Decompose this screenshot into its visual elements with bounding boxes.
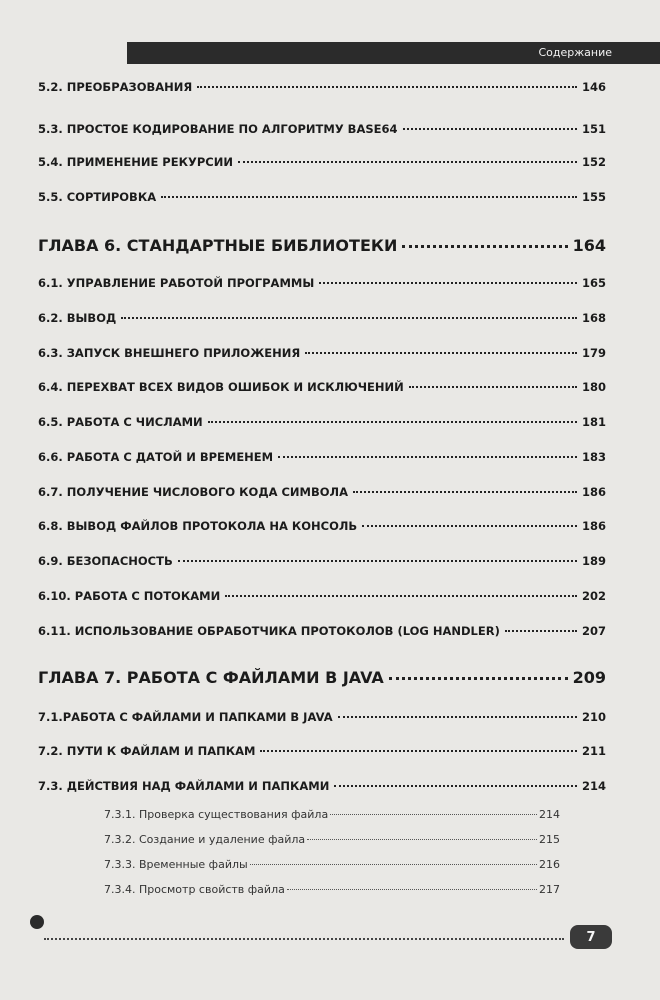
toc-entry-label: 6.6. РАБОТА С ДАТОЙ И ВРЕМЕНЕМ: [38, 450, 274, 464]
toc-leader: [260, 750, 577, 752]
toc-entry[interactable]: [38, 554, 606, 568]
toc-entry-page: 181: [581, 415, 606, 429]
toc-subentry-page: 217: [539, 883, 560, 896]
toc-entry[interactable]: [38, 380, 606, 394]
toc-entry-label: 5.3. ПРОСТОЕ КОДИРОВАНИЕ ПО АЛГОРИТМУ BASE64: [38, 122, 398, 136]
toc-leader: [305, 352, 577, 354]
toc-entry-page: 202: [581, 589, 606, 603]
toc-leader: [505, 630, 577, 632]
toc-entry-label: 6.9. БЕЗОПАСНОСТЬ: [38, 554, 173, 568]
toc-entry-label: 6.2. ВЫВОД: [38, 311, 117, 325]
toc-entry-page: 186: [581, 519, 606, 533]
toc-entry-page: 186: [581, 485, 606, 499]
toc-entry-page: 183: [581, 450, 606, 464]
toc-leader: [250, 864, 537, 865]
toc-entry-page: 211: [581, 744, 606, 758]
toc-entry[interactable]: [38, 276, 606, 290]
toc-chapter-label: ГЛАВА 6. СТАНДАРТНЫЕ БИБЛИОТЕКИ: [38, 236, 398, 255]
toc-subentry-label: 7.3.2. Создание и удаление файла: [104, 833, 306, 846]
toc-entry-label: 6.7. ПОЛУЧЕНИЕ ЧИСЛОВОГО КОДА СИМВОЛА: [38, 485, 348, 499]
toc-entry-label: 6.1. УПРАВЛЕНИЕ РАБОТОЙ ПРОГРАММЫ: [38, 276, 315, 290]
toc-leader: [178, 560, 577, 562]
toc-entry[interactable]: [38, 122, 606, 136]
toc-entry-page: 152: [581, 155, 606, 169]
header-title: Содержание: [538, 46, 612, 59]
toc-leader: [121, 317, 577, 319]
toc-entry-label: 5.2. ПРЕОБРАЗОВАНИЯ: [38, 80, 193, 94]
toc-leader: [307, 839, 537, 840]
toc-entry[interactable]: [38, 589, 606, 603]
toc-leader: [353, 491, 577, 493]
toc-chapter-page: 209: [572, 668, 606, 687]
toc-entry-page: 180: [581, 380, 606, 394]
toc-leader: [238, 161, 577, 163]
toc-entry[interactable]: [38, 744, 606, 758]
toc-entry[interactable]: [38, 311, 606, 325]
toc-subentry-page: 215: [539, 833, 560, 846]
toc-leader: [334, 785, 577, 787]
toc-subentry[interactable]: [104, 833, 560, 846]
toc-entry-page: 151: [581, 122, 606, 136]
toc-entry-page: 179: [581, 346, 606, 360]
toc-chapter-entry[interactable]: [38, 236, 606, 255]
toc-leader: [389, 677, 568, 680]
toc-entry-label: 5.5. СОРТИРОВКА: [38, 190, 157, 204]
toc-entry-page: 165: [581, 276, 606, 290]
toc-subentry[interactable]: [104, 883, 560, 896]
toc-leader: [402, 245, 567, 248]
footer-dotted-line: [44, 938, 564, 940]
toc-leader: [287, 889, 537, 890]
toc-entry-label: 7.3. ДЕЙСТВИЯ НАД ФАЙЛАМИ И ПАПКАМИ: [38, 779, 330, 793]
toc-leader: [403, 128, 577, 130]
toc-leader: [330, 814, 537, 815]
toc-chapter-page: 164: [572, 236, 606, 255]
toc-entry[interactable]: [38, 710, 606, 724]
toc-entry[interactable]: [38, 624, 606, 638]
toc-entry-label: 6.5. РАБОТА С ЧИСЛАМИ: [38, 415, 203, 429]
toc-entry[interactable]: [38, 80, 606, 94]
toc-entry[interactable]: [38, 415, 606, 429]
toc-entry[interactable]: [38, 190, 606, 204]
toc-leader: [362, 525, 577, 527]
header-bar: [127, 42, 660, 64]
page-number-badge: 7: [570, 925, 612, 949]
toc-entry-page: 214: [581, 779, 606, 793]
toc-entry-label: 6.10. РАБОТА С ПОТОКАМИ: [38, 589, 221, 603]
toc-entry[interactable]: [38, 519, 606, 533]
toc-subentry-label: 7.3.1. Проверка существования файла: [104, 808, 329, 821]
toc-leader: [319, 282, 577, 284]
toc-subentry[interactable]: [104, 808, 560, 821]
toc-subentry[interactable]: [104, 858, 560, 871]
toc-entry-label: 6.8. ВЫВОД ФАЙЛОВ ПРОТОКОЛА НА КОНСОЛЬ: [38, 519, 358, 533]
toc-entry-page: 168: [581, 311, 606, 325]
toc-entry-label: 6.3. ЗАПУСК ВНЕШНЕГО ПРИЛОЖЕНИЯ: [38, 346, 301, 360]
footer-dot-icon: [30, 915, 44, 929]
toc-leader: [225, 595, 577, 597]
toc-entry-page: 210: [581, 710, 606, 724]
toc-entry[interactable]: [38, 779, 606, 793]
toc-entry[interactable]: [38, 485, 606, 499]
toc-leader: [161, 196, 577, 198]
toc-chapter-label: ГЛАВА 7. РАБОТА С ФАЙЛАМИ В JAVA: [38, 668, 384, 687]
toc-leader: [278, 456, 577, 458]
toc-entry[interactable]: [38, 450, 606, 464]
toc-leader: [409, 386, 577, 388]
toc-subentry-label: 7.3.3. Временные файлы: [104, 858, 248, 871]
toc-entry-page: 207: [581, 624, 606, 638]
toc-entry-page: 146: [581, 80, 606, 94]
toc-entry-label: 6.11. ИСПОЛЬЗОВАНИЕ ОБРАБОТЧИКА ПРОТОКОЛОВ (LOG HANDLER): [38, 624, 500, 638]
toc-entry-label: 7.1.РАБОТА С ФАЙЛАМИ И ПАПКАМИ В JAVA: [38, 710, 333, 724]
toc-leader: [197, 86, 577, 88]
toc-entry-label: 5.4. ПРИМЕНЕНИЕ РЕКУРСИИ: [38, 155, 233, 169]
toc-entry-page: 155: [581, 190, 606, 204]
toc-subentry-page: 216: [539, 858, 560, 871]
toc-entry-label: 6.4. ПЕРЕХВАТ ВСЕХ ВИДОВ ОШИБОК И ИСКЛЮЧЕНИЙ: [38, 380, 404, 394]
toc-entry-label: 7.2. ПУТИ К ФАЙЛАМ И ПАПКАМ: [38, 744, 256, 758]
toc-entry[interactable]: [38, 346, 606, 360]
toc-leader: [208, 421, 577, 423]
toc-chapter-entry[interactable]: [38, 668, 606, 687]
toc-leader: [338, 716, 577, 718]
toc-entry-page: 189: [581, 554, 606, 568]
toc-subentry-page: 214: [539, 808, 560, 821]
toc-subentry-label: 7.3.4. Просмотр свойств файла: [104, 883, 285, 896]
toc-entry[interactable]: [38, 155, 606, 169]
